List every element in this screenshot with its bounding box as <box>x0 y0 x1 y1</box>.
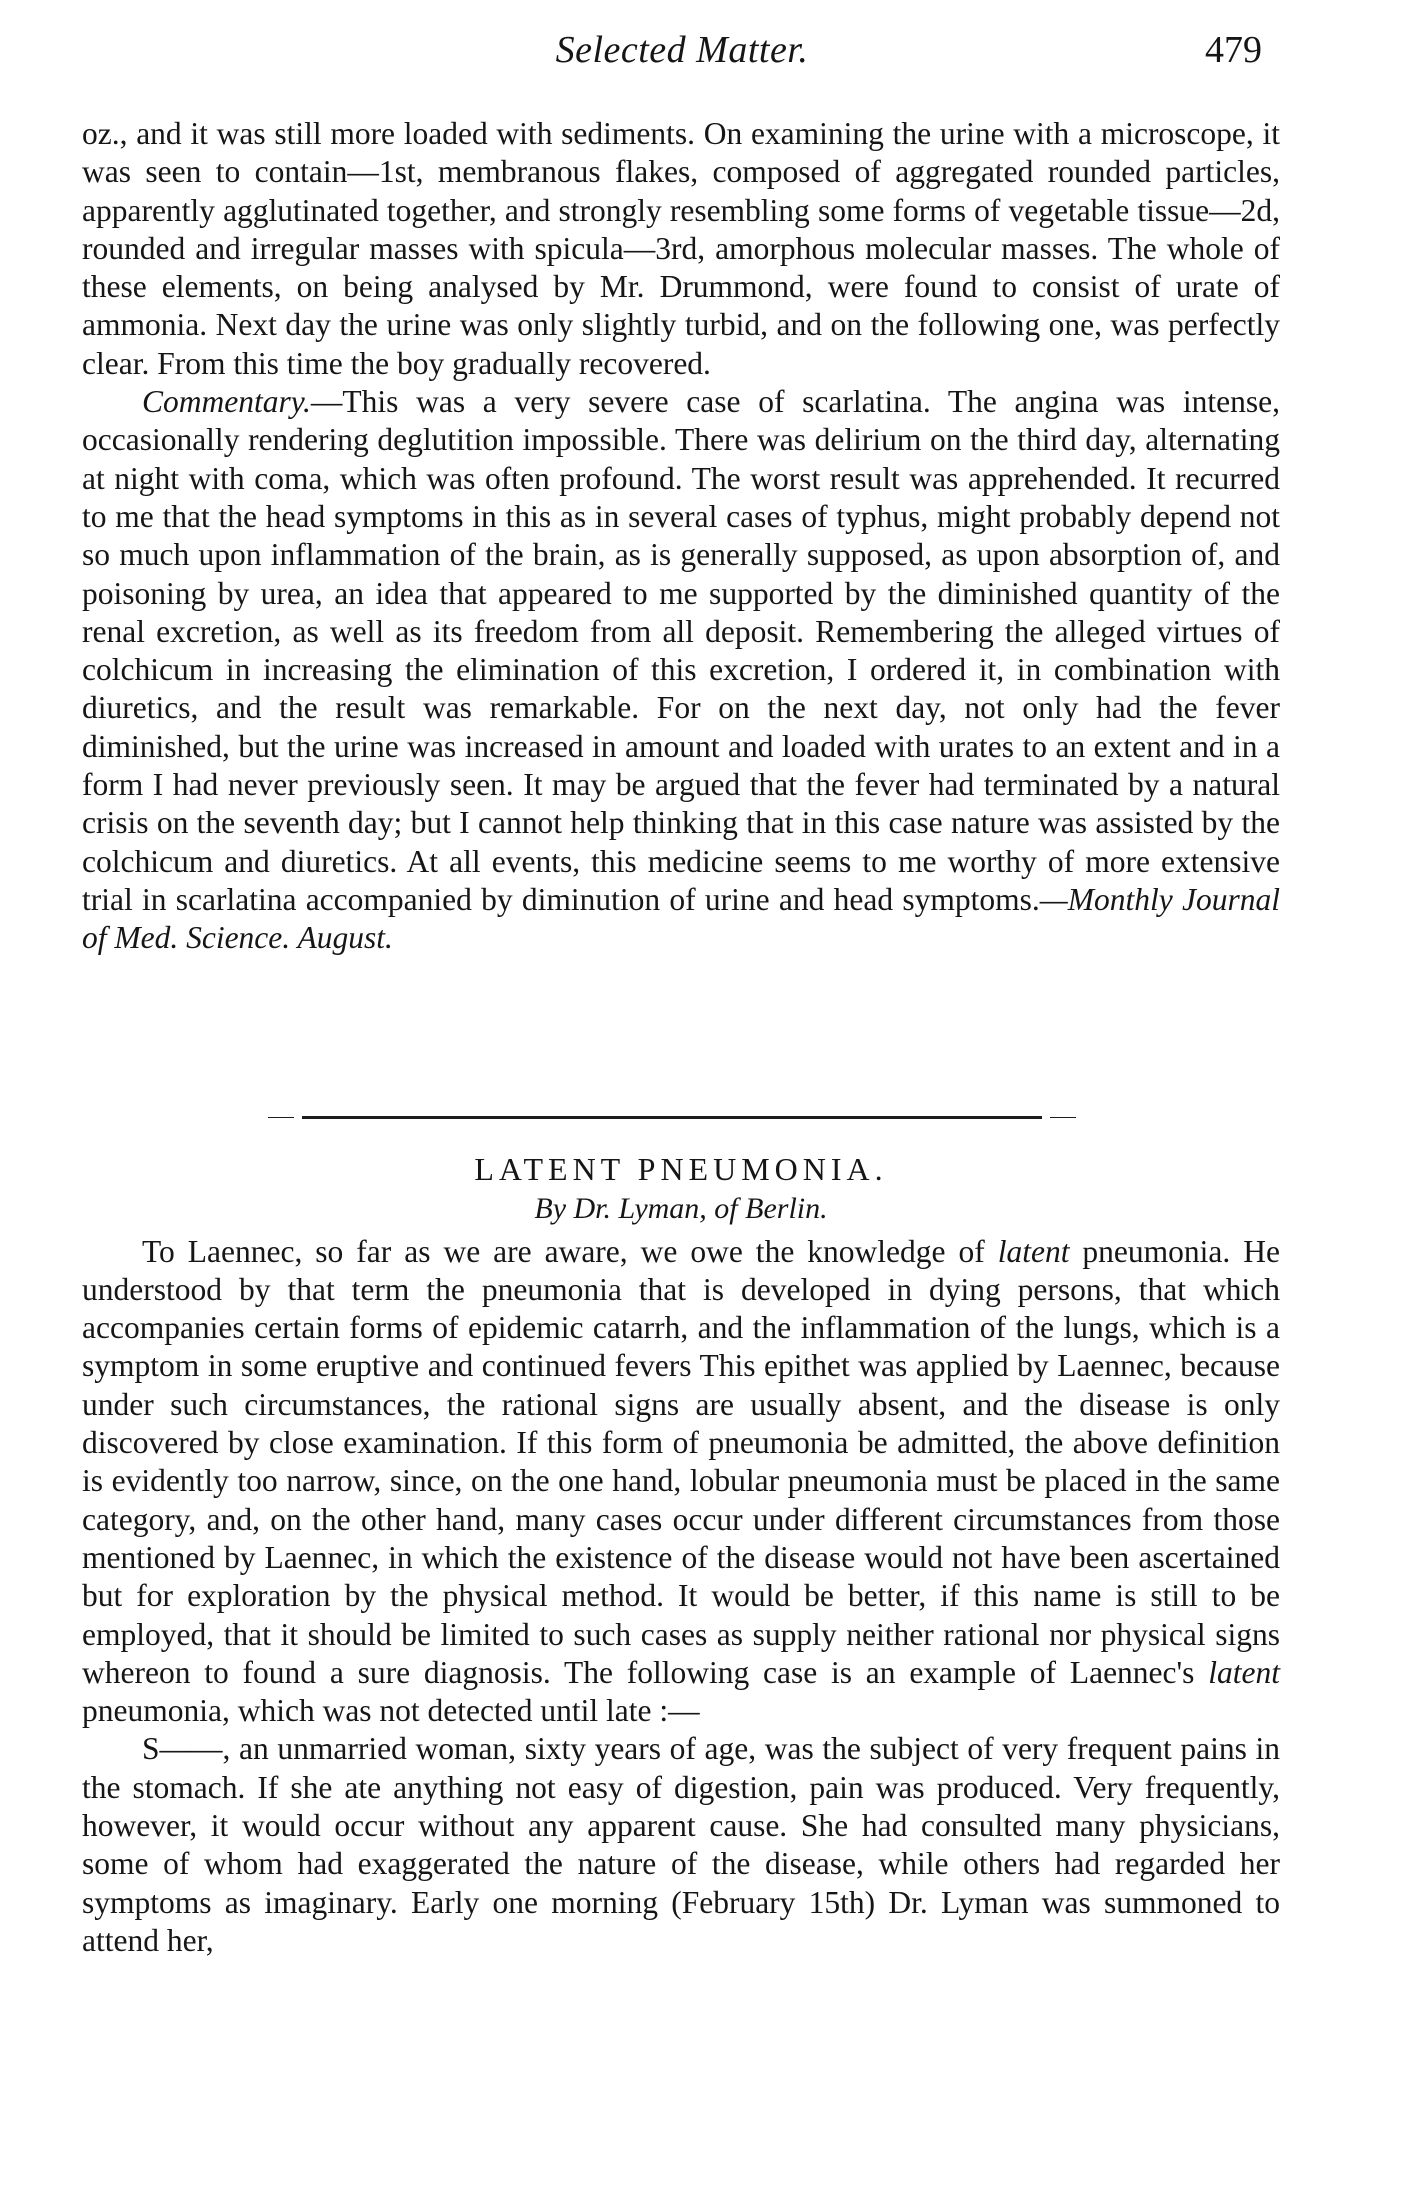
article-latent-pneumonia <box>82 1150 1280 1960</box>
emphasis: latent <box>997 1233 1070 1269</box>
article-byline: By Dr. Lyman, of Berlin. <box>534 1192 828 1226</box>
text-run: pneumonia. He understood by that term the pneumonia that is developed in dying persons, that which accompanies certain forms of epidemic catarrh, and the inflammation of the lungs, which is a symptom in some eruptive and continued fevers This epithet was applied by Laennec, because under such circumstances, the rational signs are usually absent, and the disease is only discovered by close examination. If this form of pneumonia be admitted, the above definition is evidently too narrow, since, on the one hand, lobular pneumonia must be placed in the same category, and, on the other hand, many cases occur under different circumstances from those mentioned by Laennec, in which the existence of the disease would not have been ascertained but for exploration by the physical method. It would be better, if this name is still to be employed, that it should be limited to such cases as supply neither rational nor physical signs whereon to found a sure diagnosis. The following case is an example of Laennec's <box>82 1233 1280 1690</box>
text-run: To Laennec, so far as we are aware, we owe the knowledge of <box>142 1233 998 1269</box>
journal-citation: —Monthly Journal of Med. Science. August. <box>82 881 1280 956</box>
commentary-text: —This was a very severe case of scarlatina. The angina was intense, occasionally rendering deglutition impossible. There was delirium on the third day, alternating at night with coma, which was often profound. The worst result was apprehended. It recurred to me that the head symptoms in this as in several cases of typhus, might probably depend not so much upon inflammation of the brain, as is generally supposed, as upon absorption of, and poisoning by urea, an idea that appeared to me supported by the diminished quantity of the renal excretion, as well as its freedom from all deposit. Remembering the alleged virtues of colchicum in increasing the elimination of this excretion, I ordered it, in combination with diuretics, and the result was remarkable. For on the next day, not only had the fever diminished, but the urine was increased in amount and loaded with urates to an extent and in a form I had never previously seen. It may be argued that the fever had terminated by a natural crisis on the seventh day; but I cannot help thinking that in this case nature was assisted by the colchicum and diuretics. At all events, this medicine seems to me worthy of more extensive trial in scarlatina accompanied by diminution of urine and head symptoms. <box>82 384 1280 917</box>
text-run: pneumonia, which was not detected until late :— <box>82 1693 700 1729</box>
commentary-paragraph <box>82 383 1280 957</box>
section-divider <box>302 1116 1042 1119</box>
case-paragraph: oz., and it was still more loaded with sediments. On examining the urine with a microscope, it was seen to contain—1st, membranous flakes, composed of aggregated rounded particles, apparently agglutinated together, and strongly resembling some forms of vegetable tissue—2d, rounded and irregular masses with spicula—3rd, amorphous molecular masses. The whole of these elements, on being analysed by Mr. Drummond, were found to consist of urate of ammonia. Next day the urine was only slightly turbid, and on the following one, was perfectly clear. From this time the boy gradually recovered. <box>82 116 1280 381</box>
running-title: Selected Matter. <box>555 29 809 71</box>
page-number: 479 <box>1205 29 1262 71</box>
article-paragraph-2: S——, an unmarried woman, sixty years of age, was the subject of very frequent pains in the stomach. If she ate anything not easy of digestion, pain was produced. Very frequently, however, it would occur without any apparent cause. She had consulted many physicians, some of whom had exaggerated the nature of the disease, while others had regarded her symptoms as imaginary. Early one morning (February 15th) Dr. Lyman was summoned to attend her, <box>82 1731 1280 1958</box>
emphasis: latent <box>1208 1654 1280 1690</box>
running-head <box>82 28 1282 78</box>
article-title: LATENT PNEUMONIA. <box>474 1151 888 1187</box>
case-report <box>82 115 1280 958</box>
article-paragraph-1 <box>82 1233 1280 1731</box>
commentary-label: Commentary. <box>142 384 311 420</box>
